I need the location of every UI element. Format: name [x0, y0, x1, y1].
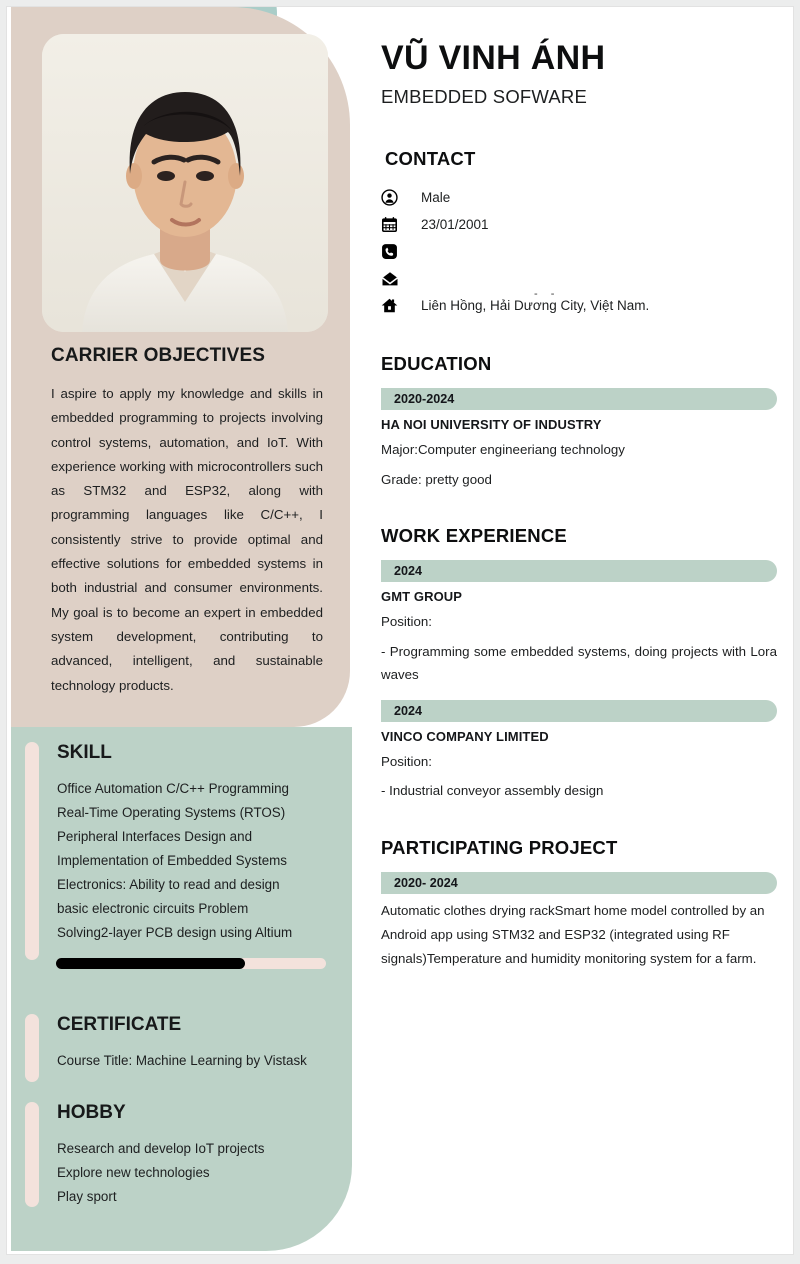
work-company: VINCO COMPANY LIMITED — [381, 728, 549, 744]
work-position-label: Position: — [381, 614, 432, 629]
certificate-list — [57, 1049, 345, 1073]
contact-heading: CONTACT — [385, 148, 476, 169]
hobby-list — [57, 1137, 345, 1209]
work-detail: - Industrial conveyor assembly design — [381, 783, 604, 798]
objectives-heading: CARRIER OBJECTIVES — [51, 345, 266, 366]
person-icon — [381, 189, 409, 206]
skill-line: Implementation of Embedded Systems — [57, 853, 287, 868]
calendar-icon — [381, 216, 409, 233]
skill-line: Peripheral Interfaces Design and — [57, 829, 253, 844]
education-period-pill: 2020-2024 — [381, 388, 777, 410]
work-company: GMT GROUP — [381, 589, 463, 604]
skill-progress-bar — [56, 958, 326, 969]
contact-row — [381, 184, 777, 211]
education-grade: Grade: pretty good — [381, 471, 492, 487]
skill-section — [25, 742, 345, 945]
certificate-heading: CERTIFICATE — [57, 1014, 182, 1035]
skill-line: Solving2-layer PCB design using Altium — [57, 925, 293, 940]
projects-heading: PARTICIPATING PROJECT — [381, 836, 618, 858]
hobby-line: Play sport — [57, 1189, 117, 1204]
main-content — [381, 7, 777, 971]
work-period-pill: 2024 — [381, 560, 777, 582]
work-position-label: Position: — [381, 753, 432, 769]
work-entry — [381, 700, 777, 803]
skill-accent-bar — [25, 742, 39, 960]
contact-value: Liên Hồng, Hải Dương City, Việt Nam. — [421, 298, 650, 313]
work-detail: - Programming some embedded systems, doing projects with Lora waves — [381, 643, 777, 682]
skill-line: basic electronic circuits Problem — [57, 901, 249, 916]
work-period-pill: 2024 — [381, 700, 777, 722]
certificate-section — [25, 1014, 345, 1073]
hobby-heading: HOBBY — [57, 1102, 126, 1123]
skill-line: Real-Time Operating Systems (RTOS) — [57, 805, 286, 820]
email-icon — [381, 270, 409, 288]
contact-row — [381, 238, 777, 265]
left-sidebar — [7, 7, 359, 1255]
skill-progress-fill — [56, 958, 245, 969]
profile-photo — [42, 34, 328, 332]
skill-line: Office Automation C/C++ Programming — [57, 781, 289, 796]
education-major: Major:Computer engineeriang technology — [381, 442, 625, 457]
work-heading: WORK EXPERIENCE — [381, 525, 567, 546]
contact-row — [381, 211, 777, 238]
contact-value: Male — [421, 190, 451, 205]
page-title: VŨ VINH ÁNH — [381, 39, 606, 77]
education-heading: EDUCATION — [381, 353, 492, 374]
education-section — [381, 353, 777, 491]
project-period-pill: 2020- 2024 — [381, 872, 777, 894]
contact-list — [381, 184, 777, 319]
phone-icon — [381, 243, 409, 260]
education-school: HA NOI UNIVERSITY OF INDUSTRY — [381, 417, 602, 432]
cv-page — [6, 6, 794, 1255]
hobby-section — [25, 1102, 345, 1209]
redacted-email-marks: - - — [534, 288, 560, 300]
hobby-line: Explore new technologies — [57, 1165, 210, 1180]
objectives-section — [51, 345, 323, 698]
work-experience-section — [381, 525, 777, 803]
skill-list — [57, 777, 345, 945]
home-icon — [381, 297, 409, 314]
certificate-line: Course Title: Machine Learning by Vistask — [57, 1053, 307, 1068]
work-entry — [381, 560, 777, 687]
skill-heading: SKILL — [57, 742, 112, 763]
skill-line: Electronics: Ability to read and design — [57, 877, 280, 892]
project-description: Automatic clothes drying rackSmart home model controlled by an Android app using STM32 and ESP32 (integrated using RF signals)Temperature and humidity monitoring system for a farm. — [381, 902, 765, 966]
contact-row — [381, 292, 777, 319]
hobby-line: Research and develop IoT projects — [57, 1141, 265, 1156]
hobby-accent-bar — [25, 1102, 39, 1207]
contact-value: 23/01/2001 — [421, 217, 489, 232]
certificate-accent-bar — [25, 1014, 39, 1082]
contact-row — [381, 265, 777, 292]
job-title: EMBEDDED SOFWARE — [381, 86, 588, 107]
objectives-text: I aspire to apply my knowledge and skills in embedded programming to projects involving control systems, automation, and IoT. With experience working with microcontrollers such as STM32 and ESP32, along with programming languages like C/C++, I consistently strive to provide optimal and effective solutions for embedded systems in both industrial and consumer environments. My goal is to become an expert in embedded system development, contributing to advanced, intelligent, and sustainable technology products. — [51, 386, 323, 693]
projects-section — [381, 837, 777, 971]
